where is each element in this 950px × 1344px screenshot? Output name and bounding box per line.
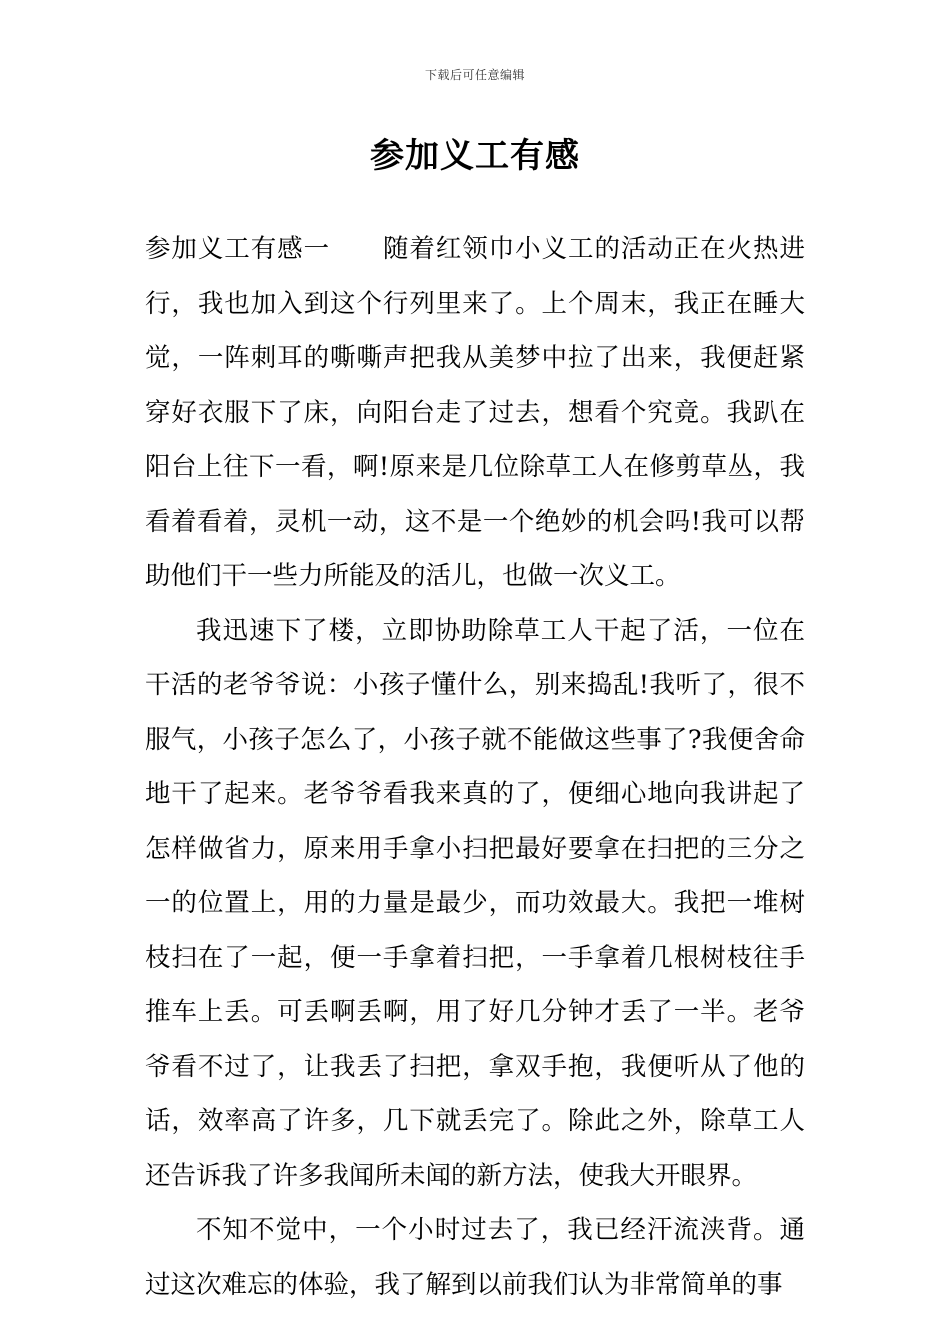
- article-body: [145, 222, 805, 1312]
- header-note: 下载后可任意编辑: [424, 68, 525, 82]
- paragraph-lead: 参加义工有感一: [145, 234, 331, 264]
- paragraph-3: 不知不觉中，一个小时过去了，我已经汗流浃背。通过这次难忘的体验，我了解到以前我们认为非常简单的事: [145, 1215, 805, 1300]
- paragraph-1: [145, 222, 805, 604]
- page-title: 参加义工有感: [370, 136, 580, 176]
- paragraph-text: 随着红领巾小义工的活动正在火热进行，我也加入到这个行列里来了。上个周末，我正在睡大觉，一阵刺耳的嘶嘶声把我从美梦中拉了出来，我便赶紧穿好衣服下了床，向阳台走了过去，想看个究竟。我趴在阳台上往下一看，啊!原来是几位除草工人在修剪草丛，我看着看着，灵机一动，这不是一个绝妙的机会吗!我可以帮助他们干一些力所能及的活儿，也做一次义工。: [145, 234, 805, 591]
- paragraph-2: 我迅速下了楼，立即协助除草工人干起了活，一位在干活的老爷爷说：小孩子懂什么，别来捣乱!我听了，很不服气，小孩子怎么了，小孩子就不能做这些事了?我便舍命地干了起来。老爷爷看我来真的了，便细心地向我讲起了怎样做省力，原来用手拿小扫把最好要拿在扫把的三分之一的位置上，用的力量是最少，而功效最大。我把一堆树枝扫在了一起，便一手拿着扫把，一手拿着几根树枝往手推车上丢。可丢啊丢啊，用了好几分钟才丢了一半。老爷爷看不过了，让我丢了扫把，拿双手抱，我便听从了他的话，效率高了许多，几下就丢完了。除此之外，除草工人还告诉我了许多我闻所未闻的新方法，使我大开眼界。: [145, 615, 805, 1191]
